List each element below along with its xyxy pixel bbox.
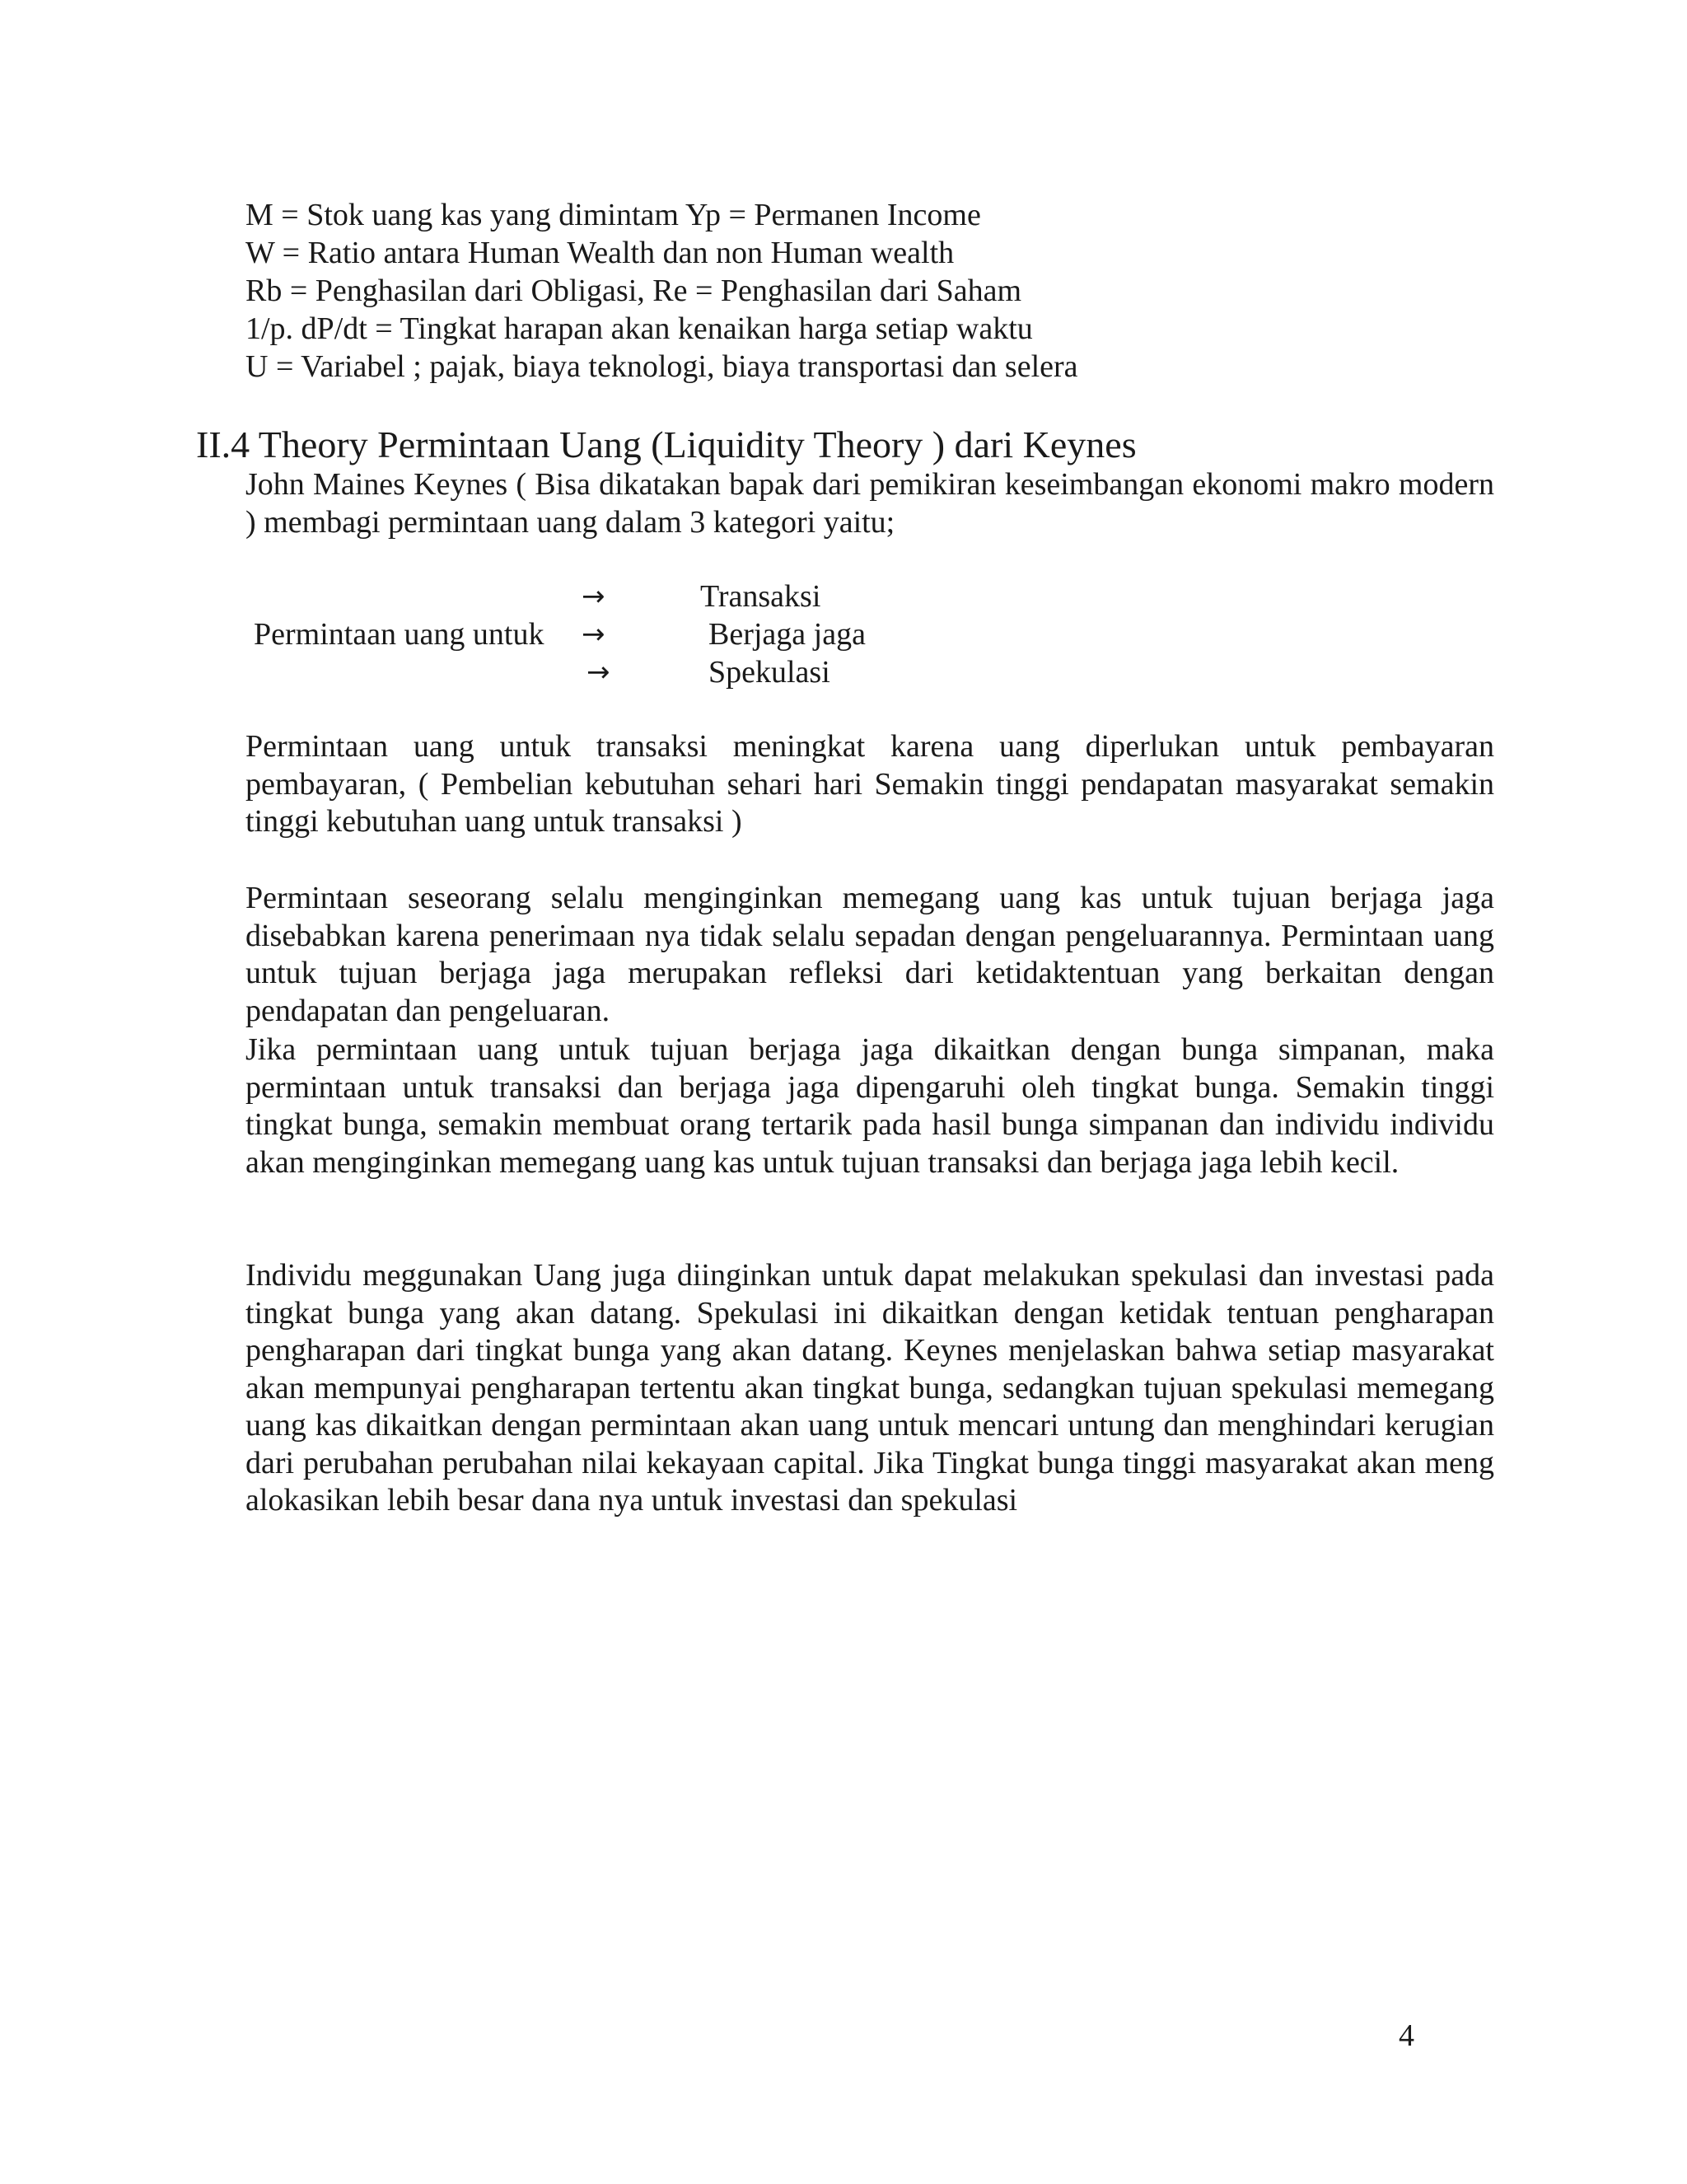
- right-arrow-icon: →: [582, 618, 605, 651]
- category-berjaga-jaga: Berjaga jaga: [708, 617, 866, 652]
- intro-paragraph: John Maines Keynes ( Bisa dikatakan bapak dari pemikiran keseimbangan ekonomi makro modern ) membagi permintaan uang dalam 3 kategori yaitu;: [245, 467, 1494, 540]
- section-heading: II.4 Theory Permintaan Uang (Liquidity Theory ) dari Keynes: [196, 423, 1137, 465]
- definition-line: U = Variabel ; pajak, biaya teknologi, biaya transportasi dan selera: [245, 349, 1078, 384]
- definition-line: 1/p. dP/dt = Tingkat harapan akan kenaikan harga setiap waktu: [245, 311, 1033, 346]
- variable-definitions: [245, 196, 1078, 386]
- definition-line: Rb = Penghasilan dari Obligasi, Re = Penghasilan dari Saham: [245, 274, 1022, 308]
- paragraph-spekulasi: Individu meggunakan Uang juga diinginkan untuk dapat melakukan spekulasi dan investasi pada tingkat bunga yang akan datang. Spekulasi ini dikaitkan dengan ketidak tentuan pengharapan pengharapan dari tingkat bunga yang akan datang. Keynes menjelaskan bahwa setiap masyarakat akan mempunyai pengharapan tertentu akan tingkat bunga, sedangkan tujuan spekulasi memegang uang kas dikaitkan dengan permintaan akan uang untuk mencari untung dan menghindari kerugian dari perubahan perubahan nilai kekayaan capital. Jika Tingkat bunga tinggi masyarakat akan meng alokasikan lebih besar dana nya untuk investasi dan spekulasi: [245, 1258, 1494, 1518]
- definition-line: M = Stok uang kas yang dimintam Yp = Permanen Income: [245, 198, 981, 232]
- paragraph-tingkat-bunga: Jika permintaan uang untuk tujuan berjaga jaga dikaitkan dengan bunga simpanan, maka permintaan untuk transaksi dan berjaga jaga dipengaruhi oleh tingkat bunga. Semakin tinggi tingkat bunga, semakin membuat orang tertarik pada hasil bunga simpanan dan individu individu akan menginginkan memegang uang kas untuk tujuan transaksi dan berjaga jaga lebih kecil.: [245, 1032, 1494, 1180]
- category-spekulasi: Spekulasi: [708, 655, 830, 690]
- page-number: 4: [1399, 2018, 1414, 2053]
- right-arrow-icon: →: [582, 580, 605, 613]
- right-arrow-icon: →: [586, 656, 610, 689]
- category-transaksi: Transaksi: [700, 579, 821, 614]
- paragraph-berjaga-jaga: Permintaan seseorang selalu menginginkan memegang uang kas untuk tujuan berjaga jaga disebabkan karena penerimaan nya tidak selalu sepadan dengan pengeluarannya. Permintaan uang untuk tujuan berjaga jaga merupakan refleksi dari ketidaktentuan yang berkaitan dengan pendapatan dan pengeluaran.: [245, 881, 1494, 1028]
- diagram-label: Permintaan uang untuk: [254, 617, 544, 652]
- paragraph-transaksi: Permintaan uang untuk transaksi meningkat karena uang diperlukan untuk pembayaran pembayaran, ( Pembelian kebutuhan sehari hari Semakin tinggi pendapatan masyarakat semakin tinggi kebutuhan uang untuk transaksi ): [245, 729, 1494, 839]
- definition-line: W = Ratio antara Human Wealth dan non Human wealth: [245, 236, 955, 270]
